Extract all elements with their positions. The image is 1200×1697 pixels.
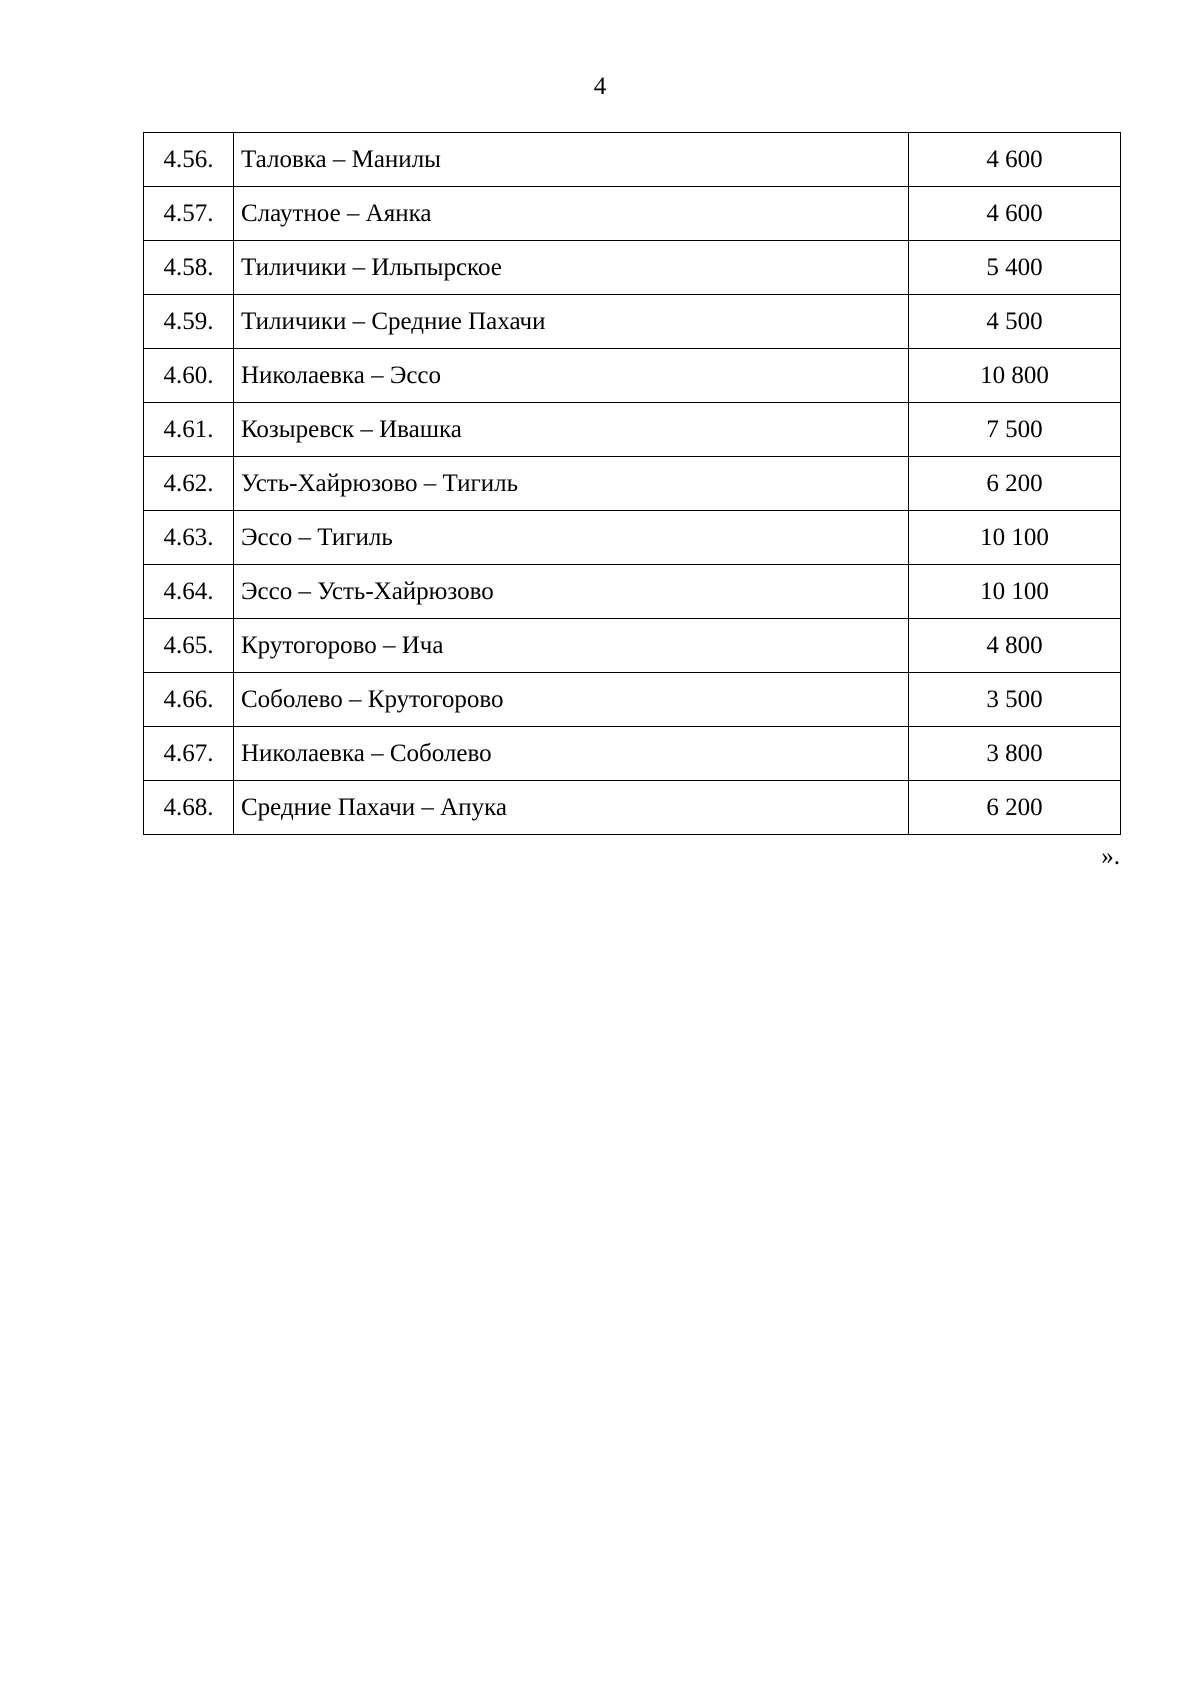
route-name: Эссо – Тигиль xyxy=(234,511,909,565)
route-table xyxy=(143,132,1121,835)
route-value: 6 200 xyxy=(909,457,1121,511)
table-row xyxy=(144,511,1121,565)
route-value: 4 800 xyxy=(909,619,1121,673)
table-row xyxy=(144,187,1121,241)
route-name: Козыревск – Ивашка xyxy=(234,403,909,457)
table-row xyxy=(144,565,1121,619)
table-row xyxy=(144,241,1121,295)
route-name: Тиличики – Средние Пахачи xyxy=(234,295,909,349)
row-number: 4.65. xyxy=(144,619,234,673)
route-name: Слаутное – Аянка xyxy=(234,187,909,241)
route-value: 4 600 xyxy=(909,187,1121,241)
route-value: 10 800 xyxy=(909,349,1121,403)
table-row xyxy=(144,673,1121,727)
route-name: Николаевка – Соболево xyxy=(234,727,909,781)
row-number: 4.56. xyxy=(144,133,234,187)
route-name: Усть-Хайрюзово – Тигиль xyxy=(234,457,909,511)
route-value: 5 400 xyxy=(909,241,1121,295)
row-number: 4.63. xyxy=(144,511,234,565)
route-name: Николаевка – Эссо xyxy=(234,349,909,403)
route-name: Крутогорово – Ича xyxy=(234,619,909,673)
row-number: 4.67. xyxy=(144,727,234,781)
route-name: Средние Пахачи – Апука xyxy=(234,781,909,835)
row-number: 4.57. xyxy=(144,187,234,241)
route-value: 10 100 xyxy=(909,565,1121,619)
route-value: 10 100 xyxy=(909,511,1121,565)
row-number: 4.68. xyxy=(144,781,234,835)
table-row xyxy=(144,781,1121,835)
table-row xyxy=(144,619,1121,673)
row-number: 4.60. xyxy=(144,349,234,403)
row-number: 4.59. xyxy=(144,295,234,349)
route-name: Тиличики – Ильпырское xyxy=(234,241,909,295)
route-name: Соболево – Крутогорово xyxy=(234,673,909,727)
table-row xyxy=(144,457,1121,511)
row-number: 4.62. xyxy=(144,457,234,511)
table-row xyxy=(144,133,1121,187)
route-value: 4 600 xyxy=(909,133,1121,187)
row-number: 4.61. xyxy=(144,403,234,457)
route-name: Таловка – Манилы xyxy=(234,133,909,187)
table-row xyxy=(144,403,1121,457)
row-number: 4.58. xyxy=(144,241,234,295)
route-value: 4 500 xyxy=(909,295,1121,349)
route-value: 7 500 xyxy=(909,403,1121,457)
page-number: 4 xyxy=(593,73,607,100)
table-row xyxy=(144,349,1121,403)
route-value: 3 500 xyxy=(909,673,1121,727)
table-row xyxy=(144,295,1121,349)
route-name: Эссо – Усть-Хайрюзово xyxy=(234,565,909,619)
route-value: 6 200 xyxy=(909,781,1121,835)
table-row xyxy=(144,727,1121,781)
row-number: 4.64. xyxy=(144,565,234,619)
closing-quote-mark: ». xyxy=(1101,843,1120,870)
row-number: 4.66. xyxy=(144,673,234,727)
route-value: 3 800 xyxy=(909,727,1121,781)
